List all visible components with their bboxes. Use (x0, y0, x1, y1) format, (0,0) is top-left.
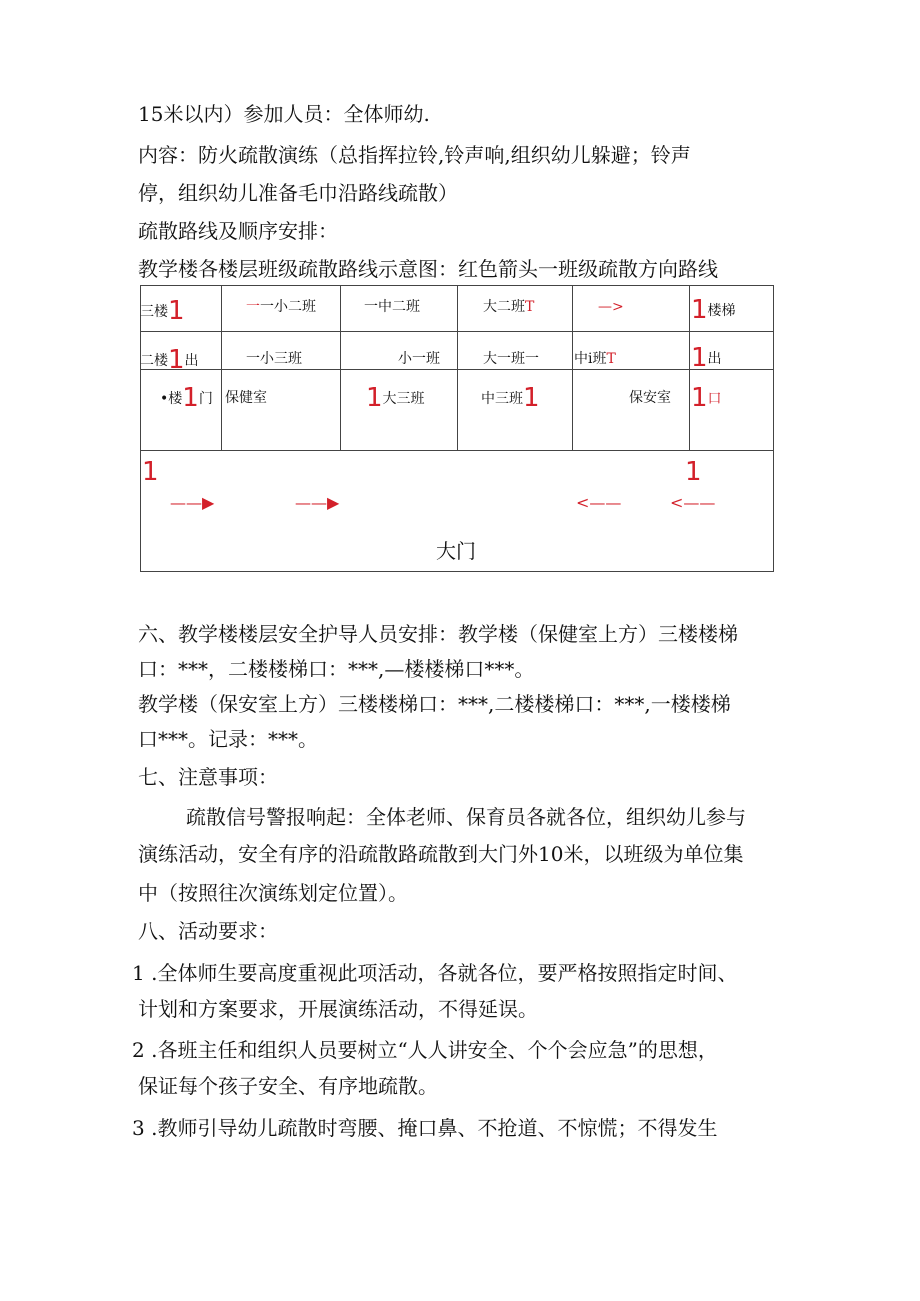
grid-line (689, 285, 690, 450)
sec6-line-1: 六、教学楼楼层安全护导人员安排：教学楼（保健室上方）三楼楼梯 (138, 622, 738, 646)
route-arrow: ——▶ (295, 493, 340, 512)
class-cell (366, 385, 425, 411)
sec7-line-2: 演练活动，安全有序的沿疏散路疏散到大门外10米，以班级为单位集 (138, 842, 744, 866)
route-arrow: ——▶ (170, 493, 215, 512)
route-mark: 1 (168, 345, 185, 375)
room-cell: 保安室 (629, 390, 671, 406)
grid-line (140, 571, 774, 572)
grid-line (457, 285, 458, 450)
route-arrow: —> (598, 299, 624, 315)
intro-line-1: 15米以内）参加人员：全体师幼. (138, 102, 430, 126)
intro-line-2: 内容：防火疏散演练（总指挥拉铃,铃声响,组织幼儿躲避；铃声 (138, 143, 691, 167)
main-gate-label: 大门 (436, 539, 476, 563)
exit-label: 出 (707, 351, 722, 367)
grid-line (340, 285, 341, 450)
grid-line (140, 450, 774, 451)
exit-cell (691, 345, 722, 371)
route-mark: 1 (168, 296, 185, 326)
route-mark: 1 (142, 457, 159, 487)
class-cell: 一小三班 (246, 351, 302, 367)
sec7-line-3: 中（按照往次演练划定位置）。 (138, 881, 408, 905)
sec8-item-2b: 保证每个孩子安全、有序地疏散。 (138, 1074, 438, 1098)
route-mark: T (606, 351, 616, 367)
intro-line-4: 疏散路线及顺序安排： (138, 219, 338, 243)
grid-line (140, 285, 141, 572)
class-cell: 小一班 (398, 351, 440, 367)
route-mark: 1 (523, 383, 540, 413)
sec6-line-3: 教学楼（保安室上方）三楼楼梯口：***,二楼楼梯口：***,一楼楼梯 (138, 692, 731, 716)
floor-label: 三楼 (140, 304, 168, 320)
stair-label: 楼梯 (707, 303, 736, 319)
floor-label: •楼 (160, 391, 183, 407)
class-name: 一小二班 (260, 299, 316, 315)
class-name: 中三班 (481, 391, 523, 407)
sec6-line-4: 口***。记录：***。 (138, 727, 318, 751)
room-cell: 保健室 (225, 390, 267, 406)
class-cell: 一中二班 (364, 299, 420, 315)
route-mark: 1 (691, 383, 708, 413)
exit-cell (691, 385, 722, 411)
class-name: 中i班 (574, 351, 607, 367)
sec8-title: 八、活动要求： (138, 919, 278, 943)
route-mark: T (525, 299, 535, 315)
class-name: 大三班 (382, 391, 425, 407)
route-mark: 1 (366, 383, 383, 413)
floor-label: 二楼 (140, 353, 168, 369)
floor-1-cell (160, 385, 213, 411)
grid-line (773, 285, 774, 572)
grid-line (221, 285, 222, 450)
sec8-item-3a: 3 .教师引导幼儿疏散时弯腰、掩口鼻、不抢道、不惊慌；不得发生 (132, 1116, 718, 1140)
sec8-item-2a: 2 .各班主任和组织人员要树立“人人讲安全、个个会应急”的思想， (132, 1038, 718, 1062)
class-cell: 一一小二班 (246, 299, 316, 315)
route-mark: 1 (691, 343, 708, 373)
class-cell (574, 349, 616, 369)
evacuation-map (140, 285, 774, 572)
sec8-item-1a: 1 .全体师生要高度重视此项活动，各就各位，要严格按照指定时间、 (132, 961, 738, 985)
route-mark: 1 (685, 457, 702, 487)
route-arrow: <—— (576, 493, 622, 512)
exit-label: 出 (184, 353, 199, 369)
grid-line (572, 285, 573, 450)
class-name: 大二班 (483, 299, 525, 315)
sec8-item-1b: 计划和方案要求，开展演练活动，不得延误。 (138, 997, 538, 1021)
sec7-title: 七、注意事项： (138, 765, 278, 789)
intro-line-3: 停，组织幼儿准备毛巾沿路线疏散） (138, 181, 458, 205)
route-arrow: <—— (670, 493, 716, 512)
stair-cell (691, 297, 736, 323)
class-cell (481, 385, 540, 411)
mouth-label: 口 (707, 391, 722, 407)
floor-2-cell (140, 347, 199, 373)
route-mark: 1 (182, 383, 199, 413)
class-cell: 大一班一 (483, 351, 539, 367)
door-label: 门 (198, 391, 213, 407)
route-mark: 1 (691, 295, 708, 325)
intro-line-5: 教学楼各楼层班级疏散路线示意图：红色箭头一班级疏散方向路线 (138, 257, 718, 281)
sec6-line-2: 口：***，二楼楼梯口：***,—楼楼梯口***。 (138, 657, 535, 681)
class-cell (483, 297, 534, 317)
floor-3-cell (140, 298, 185, 324)
sec7-line-1: 疏散信号警报响起：全体老师、保育员各就各位，组织幼儿参与 (186, 805, 746, 829)
